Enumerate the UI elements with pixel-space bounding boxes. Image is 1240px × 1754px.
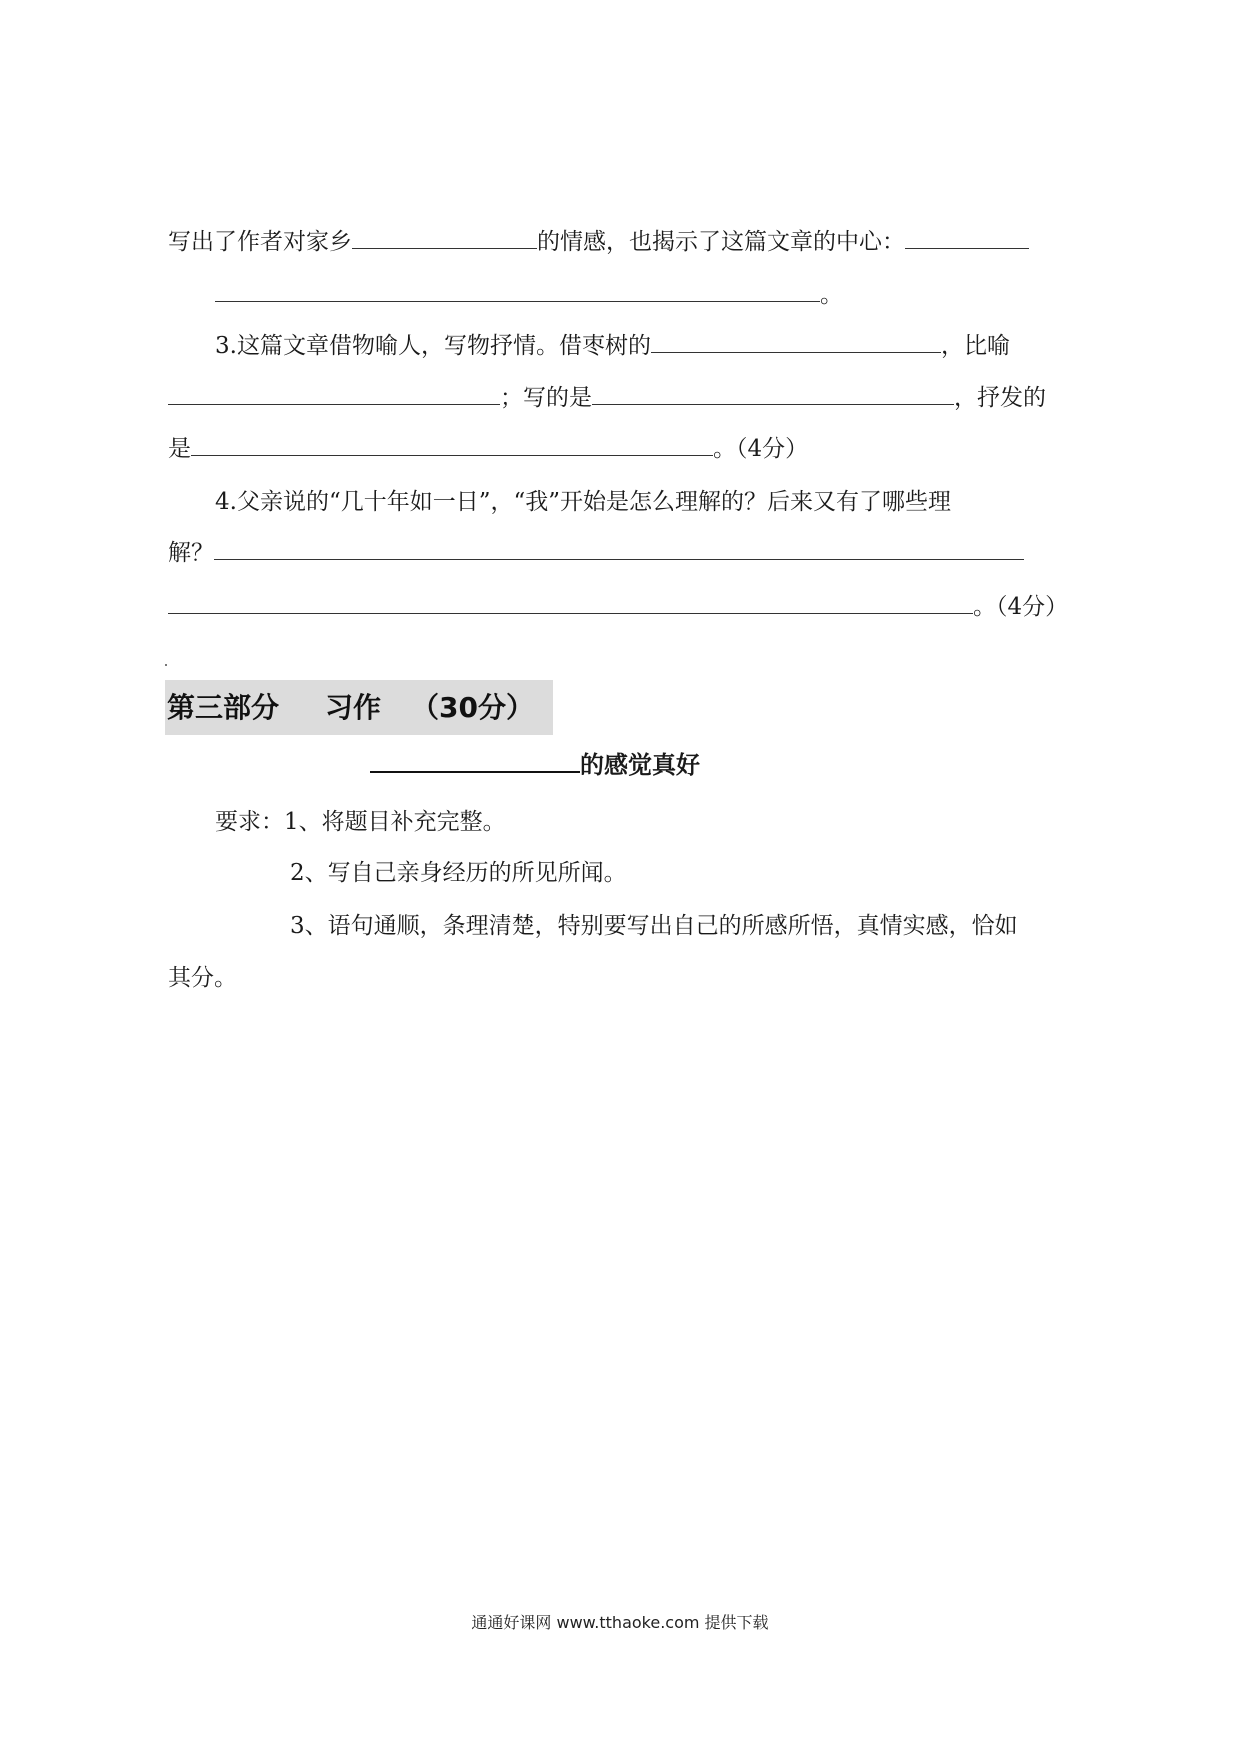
q2-text-b: 的情感，也揭示了这篇文章的中心： <box>537 229 905 255</box>
q3-line-1 <box>215 330 1010 362</box>
q3-blank-metaphor[interactable] <box>168 382 500 405</box>
section-name: 习作 <box>325 691 382 724</box>
essay-req-3-cont <box>168 962 237 994</box>
section-heading <box>165 680 553 735</box>
q4-line-2 <box>168 537 1024 569</box>
essay-title <box>370 749 700 781</box>
q2-blank-center[interactable] <box>905 226 1029 249</box>
q3-line-2 <box>168 382 1046 414</box>
q4-question: 4.父亲说的“几十年如一日”，“我”开始是怎么理解的？后来又有了哪些理 <box>215 489 951 515</box>
essay-title-suffix: 的感觉真好 <box>580 751 700 779</box>
q3-text-a: 3.这篇文章借物喻人，写物抒情。借枣树的 <box>215 333 651 359</box>
q4-blank-answer[interactable] <box>214 537 1024 560</box>
q4-score: 。（4分） <box>973 594 1069 620</box>
q4-blank-answer-cont[interactable] <box>168 591 973 614</box>
q3-text-b: ，比喻 <box>940 333 1010 359</box>
q3-text-c: ；写的是 <box>500 385 592 411</box>
q3-score: 。（4分） <box>713 436 809 462</box>
req-2-text: 2、写自己亲身经历的所见所闻。 <box>290 860 627 886</box>
q3-blank-express[interactable] <box>191 433 713 456</box>
q3-text-d: ，抒发的 <box>954 385 1046 411</box>
stray-dot <box>165 664 167 666</box>
essay-req-1 <box>215 806 506 838</box>
q4-line-1 <box>215 486 951 518</box>
essay-req-3 <box>290 910 1018 942</box>
q2-end: 。 <box>820 282 843 308</box>
q3-blank-written[interactable] <box>592 382 954 405</box>
q4-line-3 <box>168 591 1068 623</box>
req-3-text-cont: 其分。 <box>168 965 237 991</box>
req-1-text: 要求：1、将题目补充完整。 <box>215 809 506 835</box>
q2-blank-center-cont[interactable] <box>215 279 820 302</box>
essay-req-2 <box>290 857 627 889</box>
q2-text-a: 写出了作者对家乡 <box>168 229 352 255</box>
essay-title-blank[interactable] <box>370 749 580 773</box>
section-part: 第三部分 <box>167 691 280 724</box>
section-score: （30分） <box>411 691 534 724</box>
q4-text-a: 解？ <box>168 540 214 566</box>
q2-line-2 <box>215 279 843 311</box>
footer-credit: 通通好课网 www.tthaoke.com 提供下载 <box>471 1613 769 1632</box>
q2-blank-emotion[interactable] <box>352 226 537 249</box>
q3-text-e: 是 <box>168 436 191 462</box>
req-3-text: 3、语句通顺，条理清楚，特别要写出自己的所感所悟，真情实感，恰如 <box>290 913 1018 939</box>
q3-line-3 <box>168 433 808 465</box>
q3-blank-jujube[interactable] <box>651 330 941 353</box>
q2-line-1 <box>168 226 1029 258</box>
